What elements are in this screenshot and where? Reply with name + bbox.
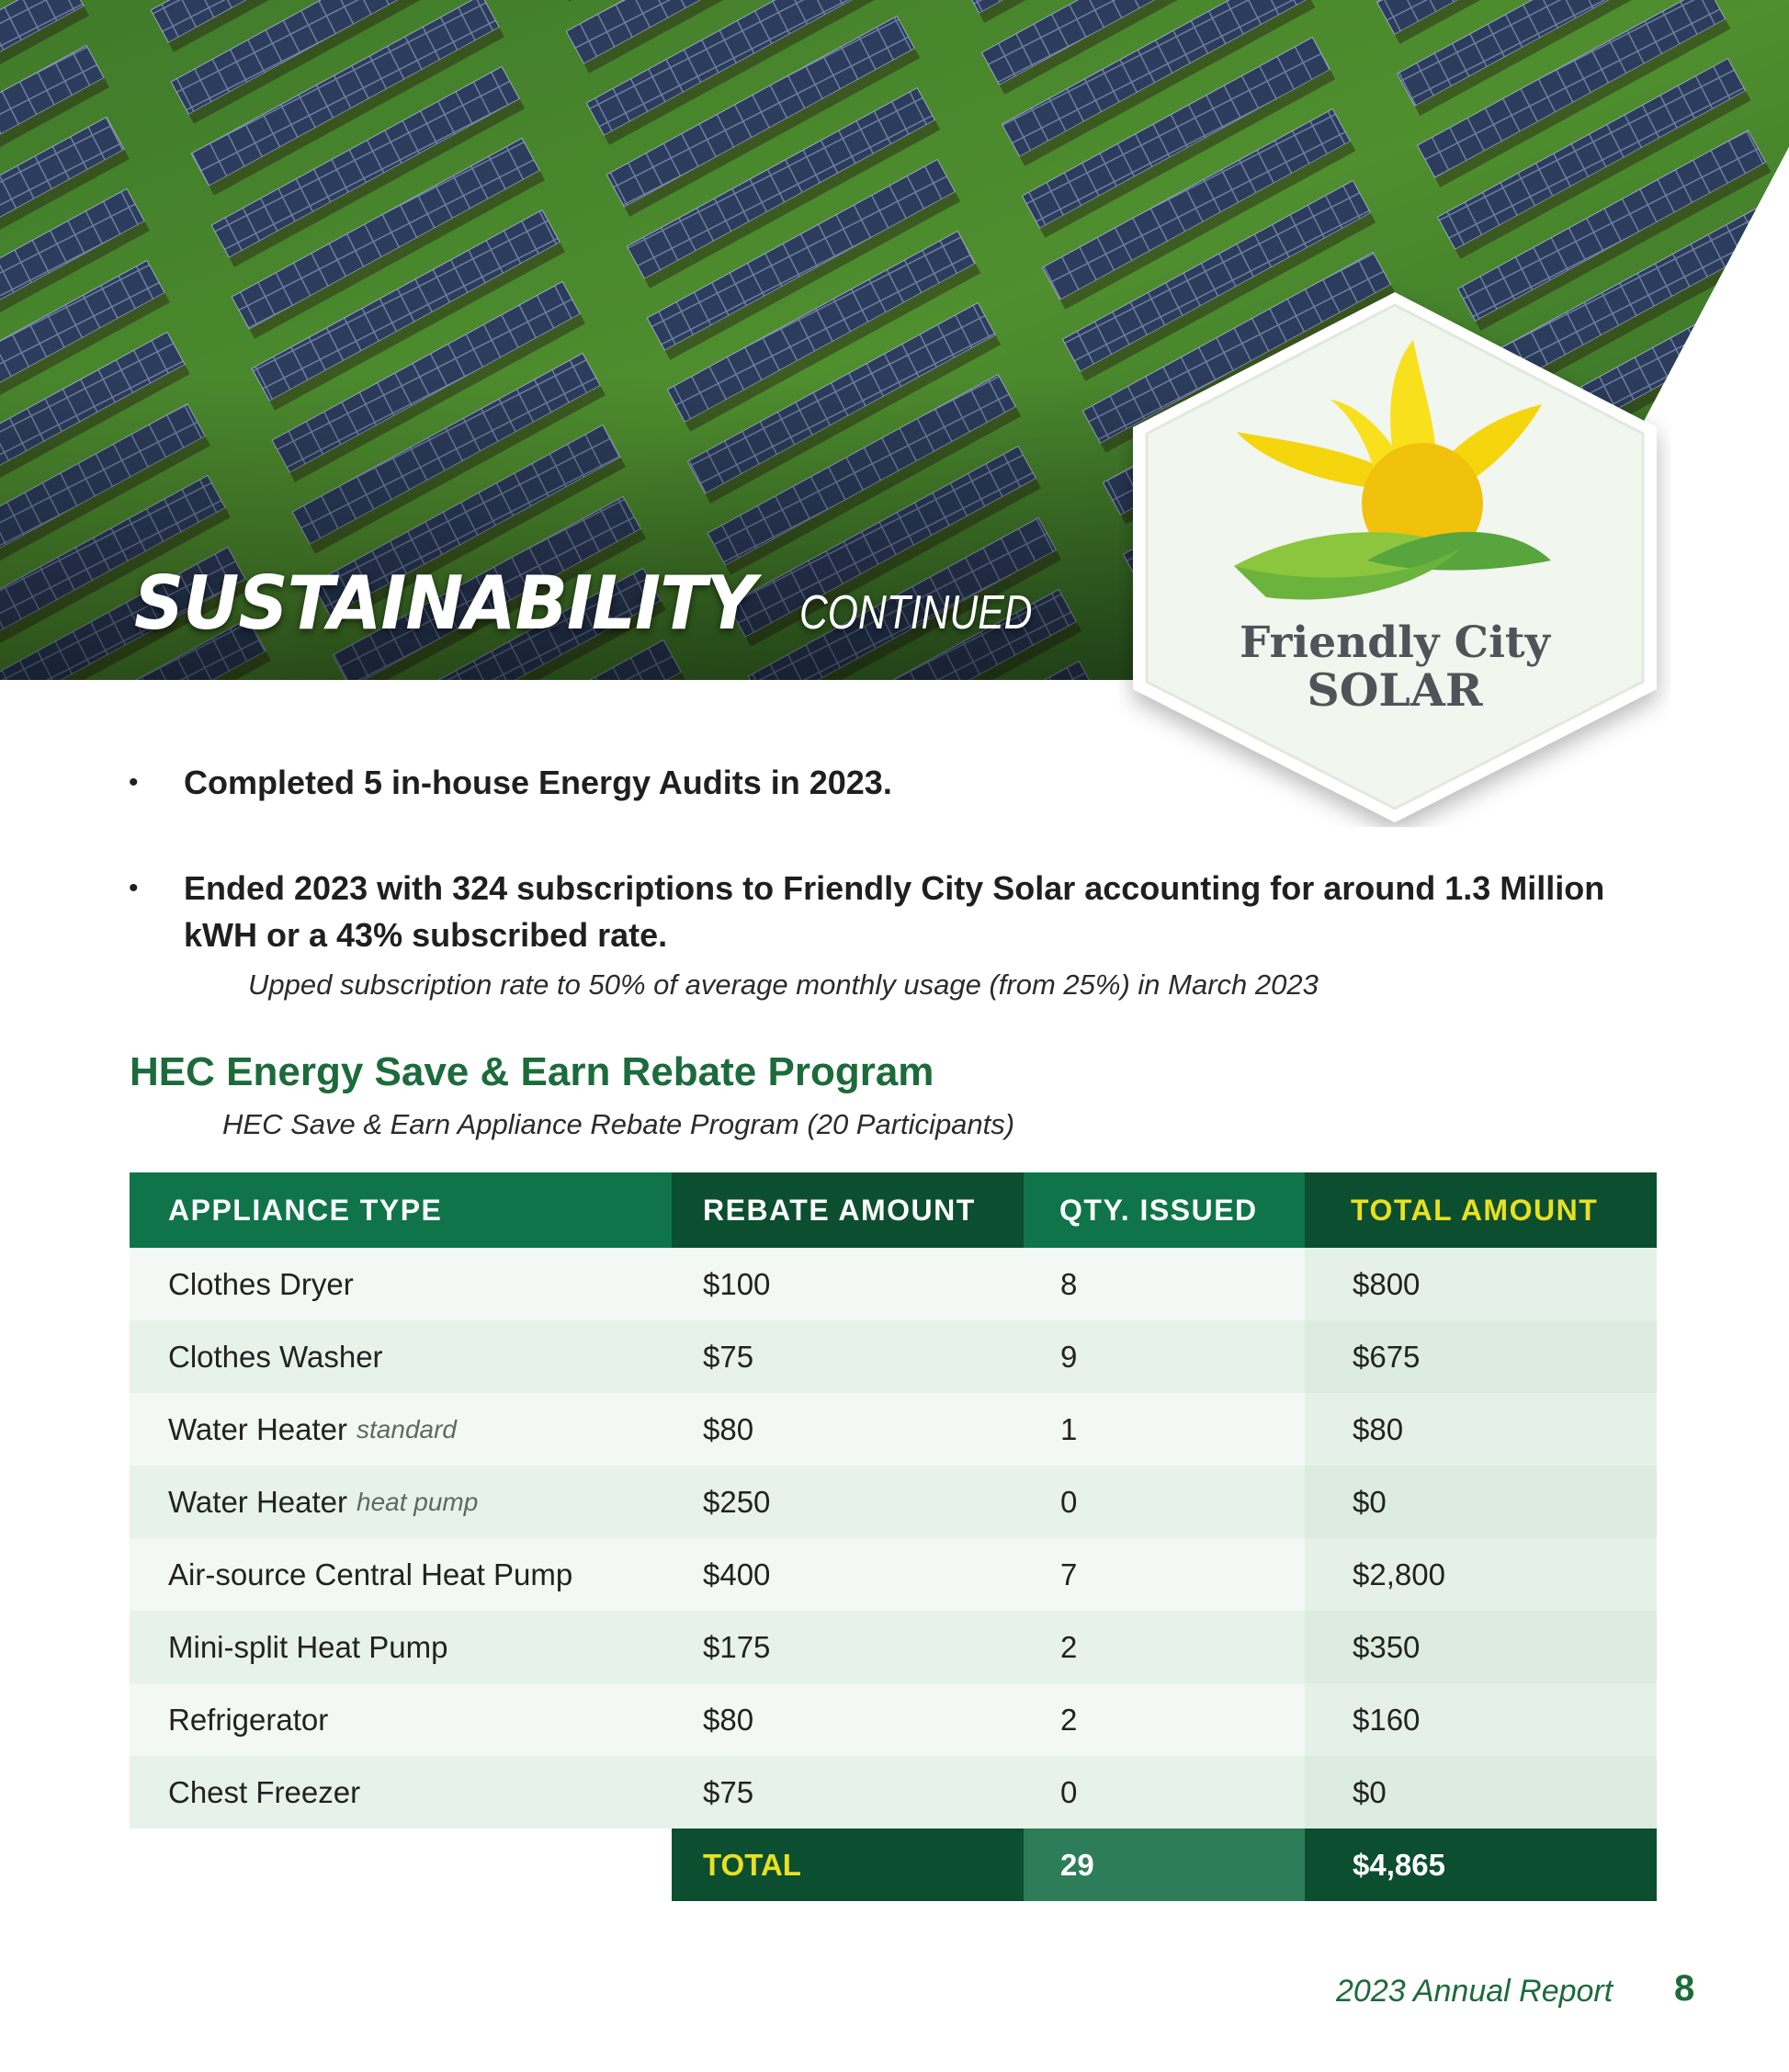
total-cell: $80 xyxy=(1305,1393,1657,1466)
total-qty: 29 xyxy=(1024,1829,1305,1901)
appliance-cell xyxy=(130,1248,672,1320)
qty-cell: 2 xyxy=(1024,1683,1305,1756)
bullet-text: Ended 2023 with 324 subscriptions to Friendly City Solar accounting for around 1.3 Million kWH or a 43% subscribed rate. xyxy=(184,869,1605,954)
qty-cell: 0 xyxy=(1024,1756,1305,1829)
appliance-cell xyxy=(130,1611,672,1683)
appliance-cell xyxy=(130,1756,672,1829)
friendly-city-solar-logo xyxy=(1119,285,1670,827)
total-cell: $0 xyxy=(1305,1466,1657,1538)
bullet-dot: • xyxy=(129,767,139,798)
page-number: 8 xyxy=(1674,1968,1695,2009)
footer-report-label: 2023 Annual Report xyxy=(1336,1974,1613,2009)
table-total-row xyxy=(130,1829,1657,1901)
total-cell: $0 xyxy=(1305,1756,1657,1829)
qty-cell: 9 xyxy=(1024,1320,1305,1393)
appliance-name: Clothes Dryer xyxy=(168,1266,354,1301)
rebate-cell: $75 xyxy=(672,1320,1024,1393)
appliance-name: Clothes Washer xyxy=(168,1339,383,1374)
rebate-table xyxy=(130,1172,1657,1901)
logo-hexagon xyxy=(1119,285,1670,827)
table-row xyxy=(130,1611,1657,1683)
page-title xyxy=(134,560,1083,646)
total-spacer xyxy=(130,1829,672,1901)
rebate-cell: $80 xyxy=(672,1683,1024,1756)
logo-text-solar: SOLAR xyxy=(1307,663,1483,717)
highlights-list xyxy=(127,759,1634,958)
header-appliance-type: APPLIANCE TYPE xyxy=(130,1172,672,1248)
highlight-bullet xyxy=(127,865,1634,958)
appliance-qualifier: standard xyxy=(357,1414,457,1444)
qty-cell: 1 xyxy=(1024,1393,1305,1466)
section-subtitle: HEC Save & Earn Appliance Rebate Program (20 Participants) xyxy=(222,1108,1015,1140)
table-row xyxy=(130,1248,1657,1320)
table-row xyxy=(130,1393,1657,1466)
rebate-cell: $400 xyxy=(672,1538,1024,1611)
logo-text-friendly-city: Friendly City xyxy=(1240,617,1550,668)
appliance-name: Chest Freezer xyxy=(168,1774,361,1809)
total-cell: $350 xyxy=(1305,1611,1657,1683)
table-row xyxy=(130,1320,1657,1393)
appliance-qualifier: heat pump xyxy=(357,1487,479,1516)
appliance-cell xyxy=(130,1538,672,1611)
qty-cell: 7 xyxy=(1024,1538,1305,1611)
qty-cell: 8 xyxy=(1024,1248,1305,1320)
appliance-name: Air-source Central Heat Pump xyxy=(168,1557,573,1591)
header-rebate-amount: REBATE AMOUNT xyxy=(672,1172,1024,1248)
appliance-cell xyxy=(130,1683,672,1756)
table-row xyxy=(130,1756,1657,1829)
table-row xyxy=(130,1538,1657,1611)
bullet-dot: • xyxy=(129,873,139,903)
appliance-name: Water Heater xyxy=(168,1411,348,1446)
table-row xyxy=(130,1466,1657,1538)
total-cell: $160 xyxy=(1305,1683,1657,1756)
total-cell: $675 xyxy=(1305,1320,1657,1393)
total-cell: $800 xyxy=(1305,1248,1657,1320)
page-title-subtitle: CONTINUED xyxy=(798,586,1033,640)
rebate-cell: $100 xyxy=(672,1248,1024,1320)
rebate-cell: $175 xyxy=(672,1611,1024,1683)
rebate-cell: $250 xyxy=(672,1466,1024,1538)
appliance-name: Water Heater xyxy=(168,1484,348,1519)
section-title: HEC Energy Save & Earn Rebate Program xyxy=(130,1049,934,1094)
header-total-amount: TOTAL AMOUNT xyxy=(1305,1172,1657,1248)
appliance-name: Refrigerator xyxy=(168,1702,329,1737)
page-title-main: SUSTAINABILITY xyxy=(134,560,755,646)
table-row xyxy=(130,1683,1657,1756)
rebate-cell: $80 xyxy=(672,1393,1024,1466)
total-cell: $2,800 xyxy=(1305,1538,1657,1611)
qty-cell: 0 xyxy=(1024,1466,1305,1538)
subscription-note: Upped subscription rate to 50% of average monthly usage (from 25%) in March 2023 xyxy=(248,968,1319,1001)
header-qty-issued: QTY. ISSUED xyxy=(1024,1172,1305,1248)
rebate-cell: $75 xyxy=(672,1756,1024,1829)
appliance-cell xyxy=(130,1393,672,1466)
appliance-cell xyxy=(130,1320,672,1393)
bullet-text: Completed 5 in-house Energy Audits in 2023. xyxy=(184,764,892,801)
table-header-row xyxy=(130,1172,1657,1248)
total-label: TOTAL xyxy=(672,1829,1024,1901)
total-amount: $4,865 xyxy=(1305,1829,1657,1901)
highlight-bullet xyxy=(127,759,1634,806)
appliance-cell xyxy=(130,1466,672,1538)
qty-cell: 2 xyxy=(1024,1611,1305,1683)
appliance-name: Mini-split Heat Pump xyxy=(168,1629,448,1664)
